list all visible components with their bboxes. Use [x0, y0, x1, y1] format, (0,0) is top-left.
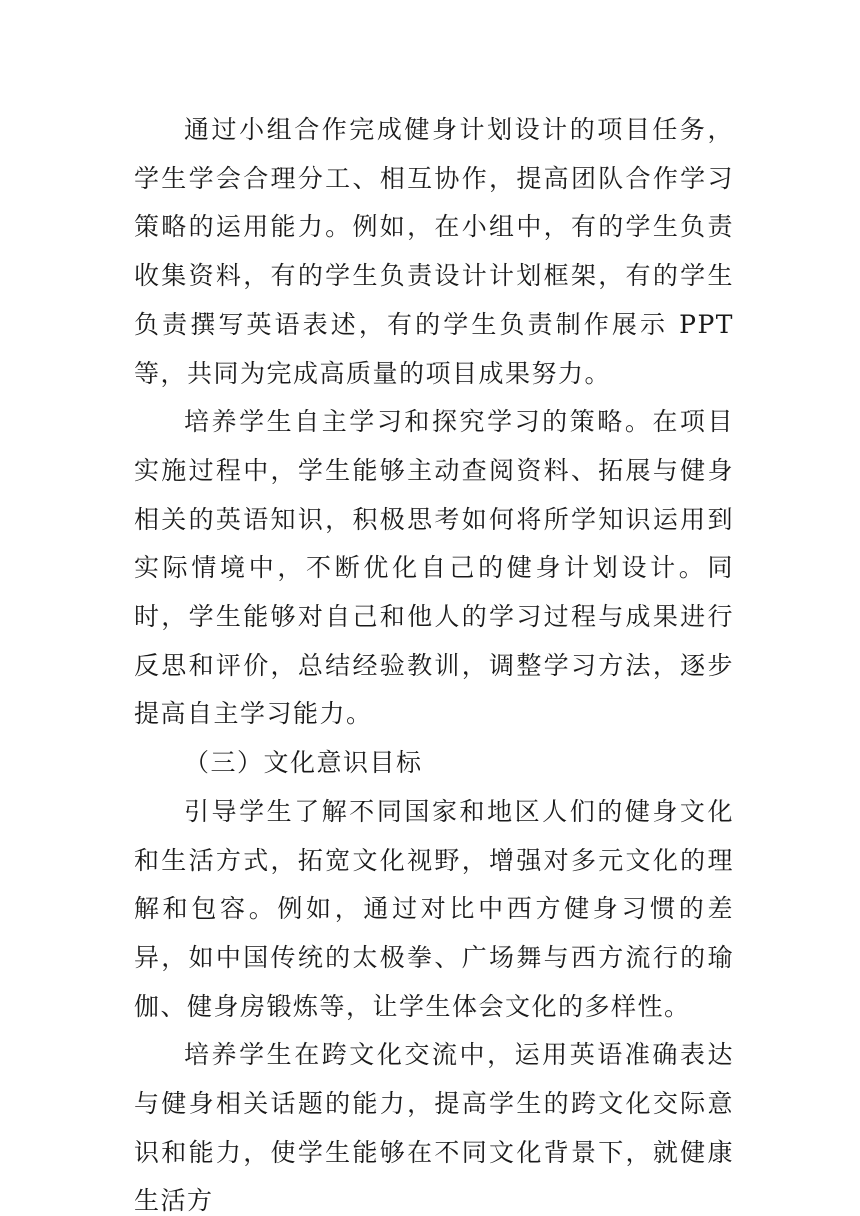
paragraph-cross-cultural: 培养学生在跨文化交流中，运用英语准确表达与健身相关话题的能力，提高学生的跨文化交际意识和能力，使学生能够在不同文化背景下，就健康生活方	[134, 1040, 734, 1216]
paragraph-fitness-culture: 引导学生了解不同国家和地区人们的健身文化和生活方式，拓宽文化视野，增强对多元文化的理解和包容。例如，通过对比中西方健身习惯的差异，如中国传统的太极拳、广场舞与西方流行的瑜伽、健身房锻炼等，让学生体会文化的多样性。	[134, 796, 734, 1021]
document-body	[134, 106, 734, 1216]
paragraph-team-cooperation: 通过小组合作完成健身计划设计的项目任务，学生学会合理分工、相互协作，提高团队合作学习策略的运用能力。例如，在小组中，有的学生负责收集资料，有的学生负责设计计划框架，有的学生负责撰写英语表述，有的学生负责制作展示 PPT 等，共同为完成高质量的项目成果努力。	[134, 115, 734, 388]
section-heading: （三）文化意识目标	[184, 748, 423, 778]
paragraph-self-learning: 培养学生自主学习和探究学习的策略。在项目实施过程中，学生能够主动查阅资料、拓展与健身相关的英语知识，积极思考如何将所学知识运用到实际情境中，不断优化自己的健身计划设计。同时，学生能够对自己和他人的学习过程与成果进行反思和评价，总结经验教训，调整学习方法，逐步提高自主学习能力。	[134, 407, 734, 729]
